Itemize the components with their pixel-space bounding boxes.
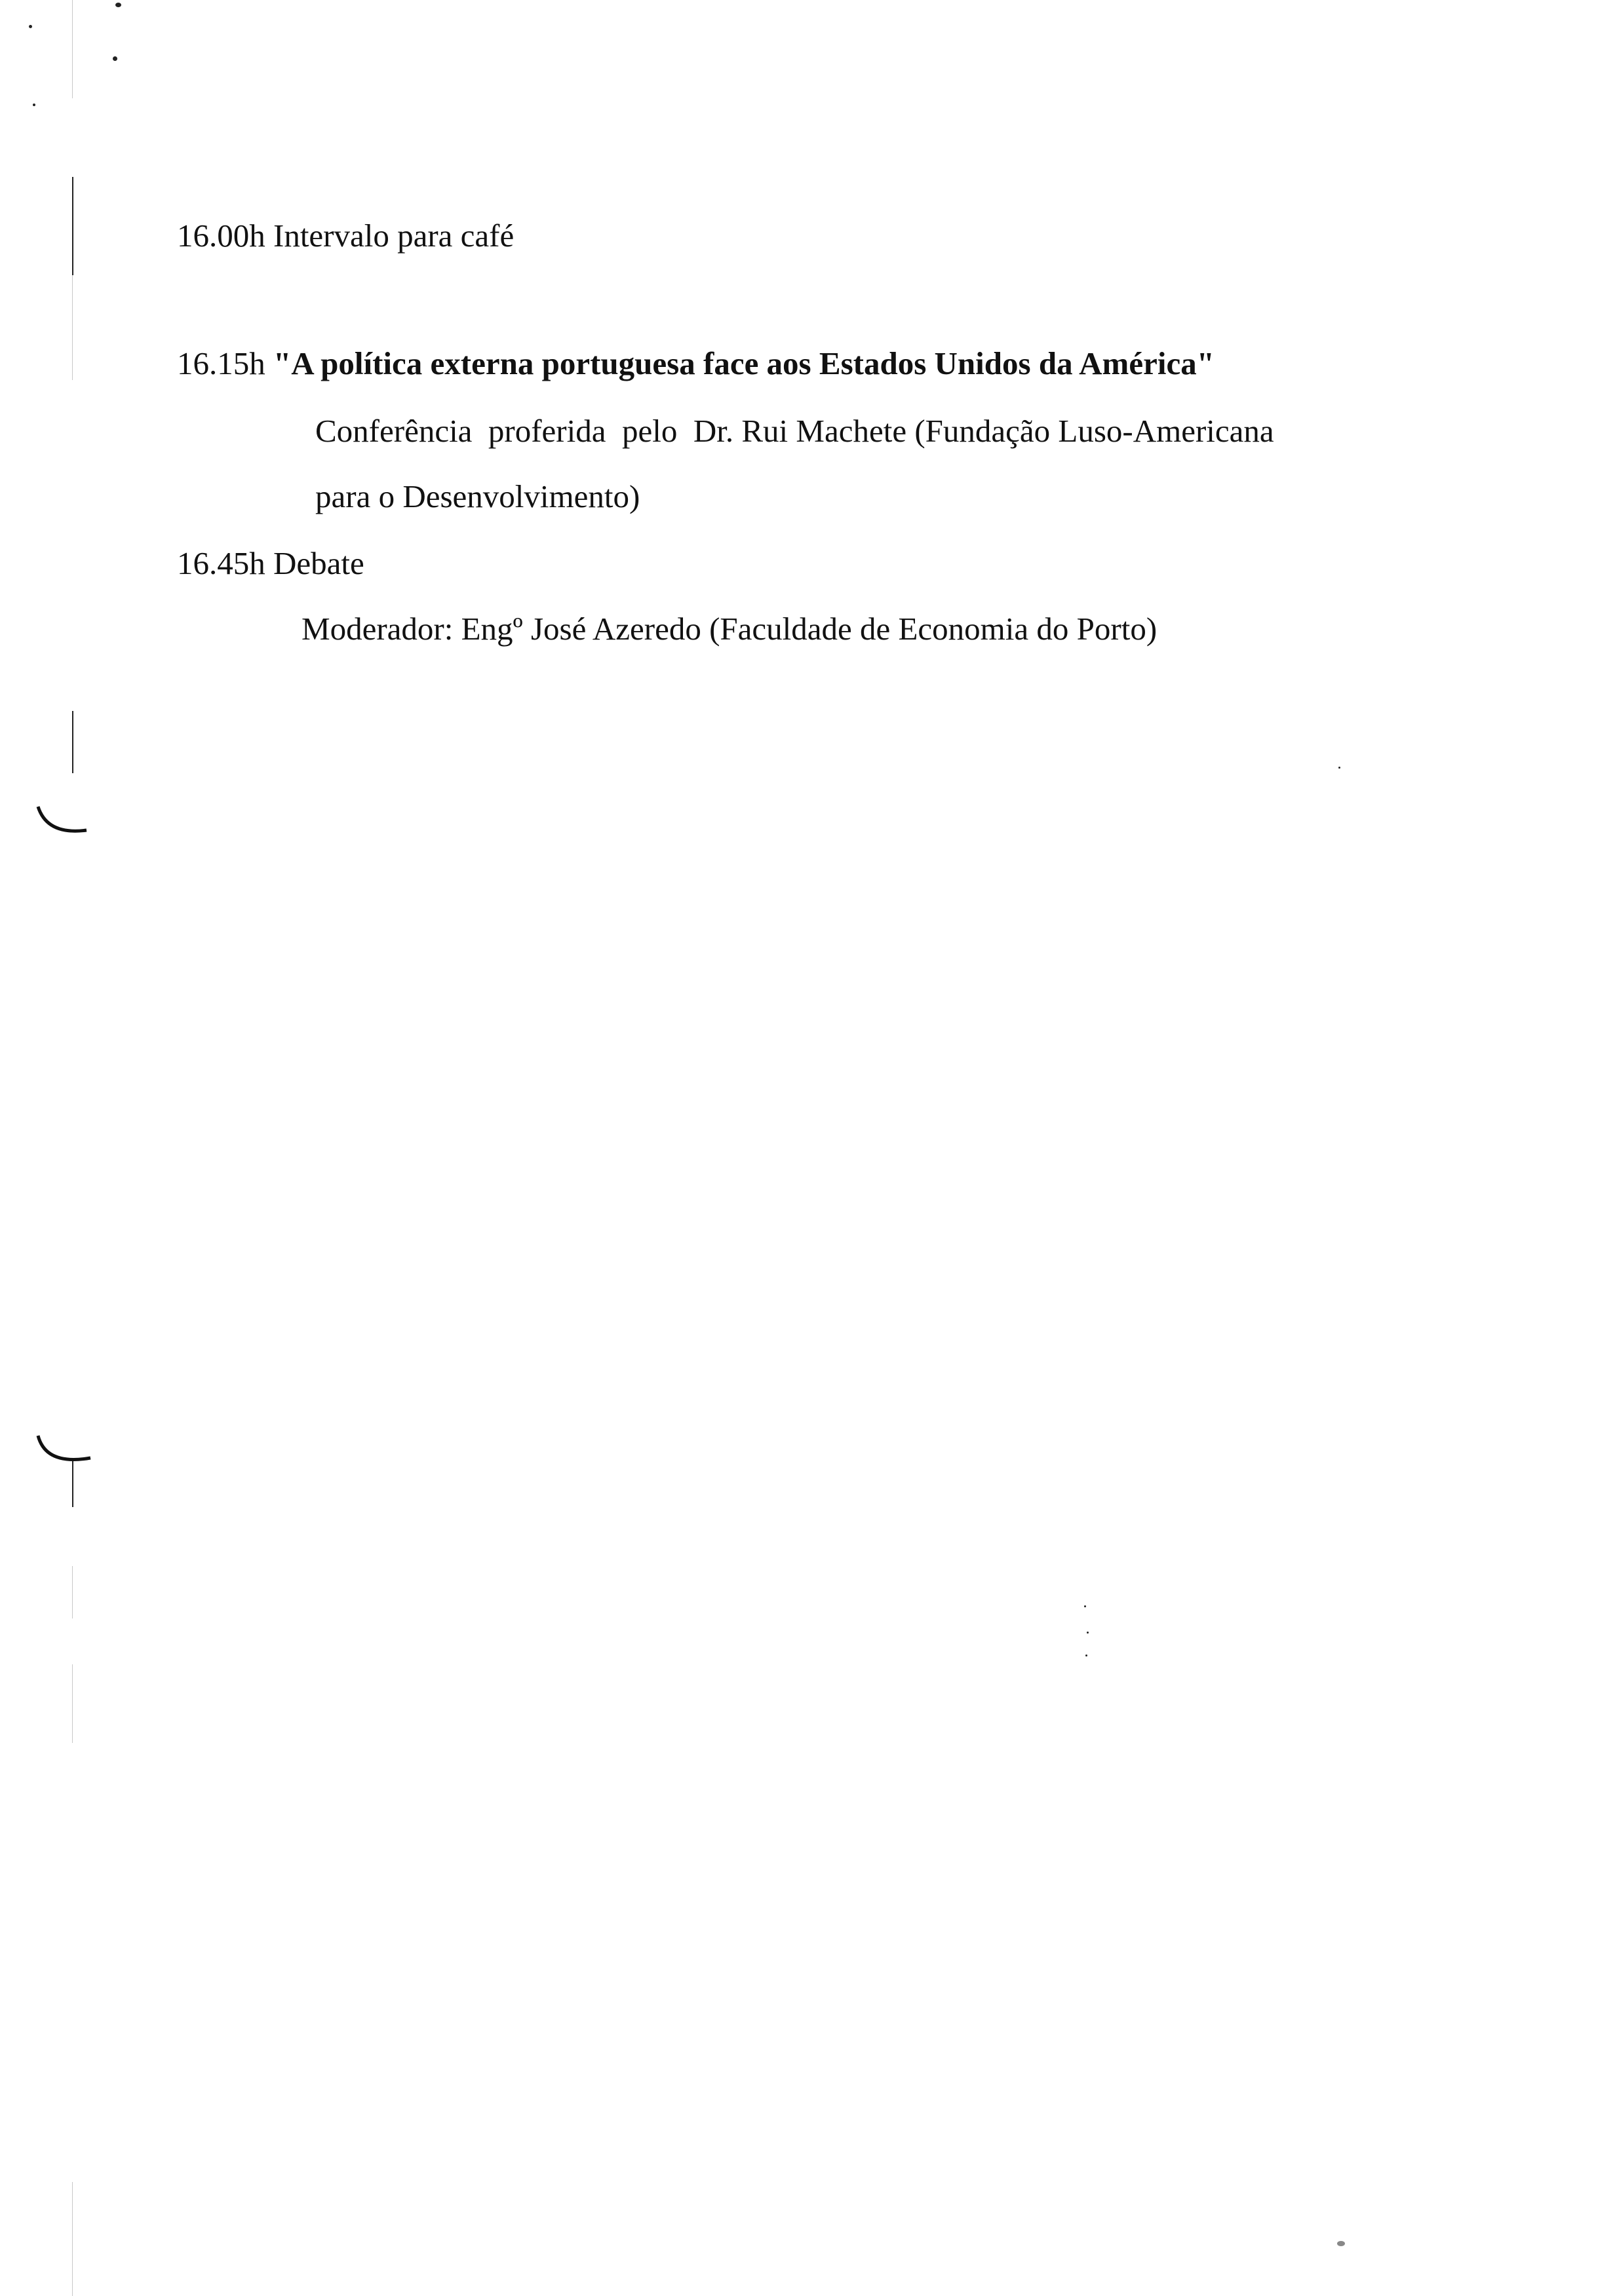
conference-title: "A política externa portuguesa face aos Estados Unidos da América"	[273, 345, 1215, 381]
scan-speck	[113, 56, 117, 61]
binder-edge-line-1	[72, 177, 73, 275]
schedule-time: 16.00h	[177, 218, 265, 254]
binder-edge-faint-1	[72, 275, 73, 380]
scan-speck	[115, 3, 121, 7]
schedule-item-conference	[177, 344, 1215, 383]
scan-speck	[1338, 767, 1340, 769]
schedule-time: 16.15h	[177, 345, 265, 381]
binder-edge-faint-3	[72, 1664, 73, 1743]
debate-moderator: Moderador: Engº José Azeredo (Faculdade de Economia do Porto)	[302, 611, 1158, 647]
scan-speck	[1087, 1632, 1089, 1634]
schedule-time: 16.45h	[177, 545, 265, 581]
binder-edge-line-2	[72, 711, 73, 773]
punch-hole-mark-bottom	[34, 1432, 96, 1478]
scan-speck	[33, 104, 35, 106]
scan-speck	[1085, 1655, 1087, 1656]
schedule-item-coffee	[177, 216, 514, 256]
scan-speck	[1337, 2241, 1345, 2246]
binder-edge-faint-4	[72, 2182, 73, 2296]
binder-edge-faint-2	[72, 1566, 73, 1618]
schedule-item-debate	[177, 544, 364, 583]
conference-speaker-cont: para o Desenvolvimento)	[315, 478, 640, 514]
punch-hole-mark-top	[34, 803, 93, 849]
scan-speck	[29, 25, 32, 28]
schedule-title: Intervalo para café	[273, 218, 515, 254]
scan-speck	[1084, 1605, 1086, 1607]
schedule-title: Debate	[273, 545, 364, 581]
binder-edge-top	[72, 0, 73, 98]
conference-speaker: Conferência proferida pelo Dr. Rui Machete (Fundação Luso-Americana	[315, 413, 1274, 449]
